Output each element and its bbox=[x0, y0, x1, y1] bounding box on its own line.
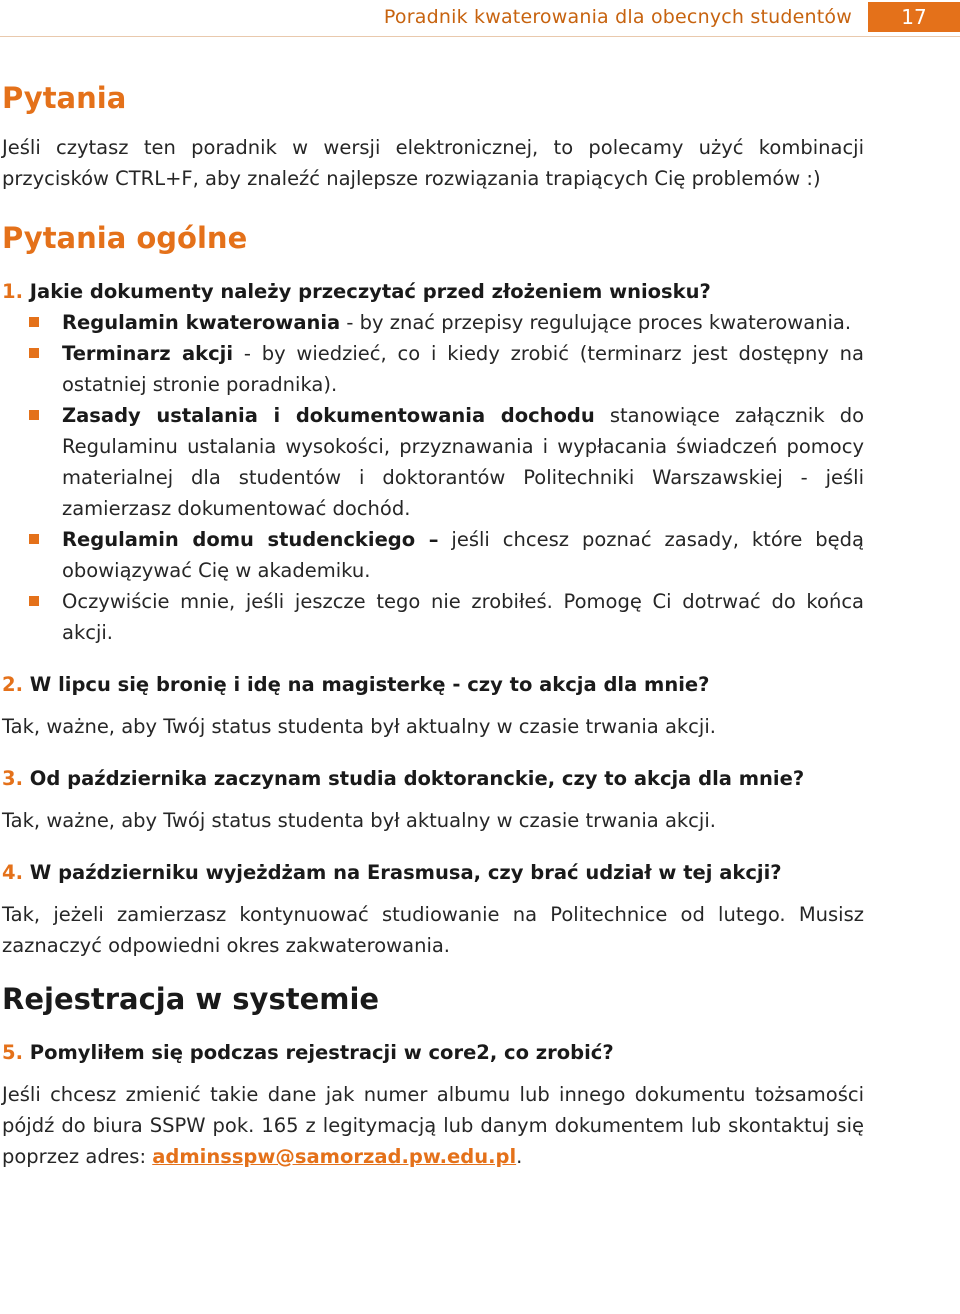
question-number: 1. bbox=[2, 280, 23, 303]
question-text: Pomyliłem się podczas rejestracji w core2, co zrobić? bbox=[29, 1041, 614, 1064]
list-item bbox=[2, 586, 864, 648]
list-item-bold: Regulamin domu studenckiego – bbox=[62, 528, 439, 551]
question-text: W październiku wyjeżdżam na Erasmusa, czy brać udział w tej akcji? bbox=[29, 861, 782, 884]
list-item-text: - by wiedzieć, co i kiedy zrobić (terminarz jest dostępny na ostatniej stronie poradnika). bbox=[62, 342, 864, 396]
bullet-square-icon bbox=[29, 534, 39, 544]
list-item-text: - by znać przepisy regulujące proces kwaterowania. bbox=[340, 311, 852, 334]
list-item-bold: Terminarz akcji bbox=[62, 342, 234, 365]
list-item-bold: Regulamin kwaterowania bbox=[62, 311, 341, 334]
list-item-text: stanowiące załącznik do Regulaminu ustalania wysokości, przyznawania i wypłacania świadczeń pomocy materialnej dla studentów i doktorantów Politechniki Warszawskiej - jeśli zamierzasz dokumentować dochód. bbox=[62, 404, 864, 520]
answer-2: Tak, ważne, aby Twój status studenta był aktualny w czasie trwania akcji. bbox=[2, 715, 716, 738]
question-4 bbox=[2, 857, 864, 888]
answer-3: Tak, ważne, aby Twój status studenta był aktualny w czasie trwania akcji. bbox=[2, 809, 716, 832]
question-text: Jakie dokumenty należy przeczytać przed złożeniem wniosku? bbox=[29, 280, 711, 303]
list-item-text: jeśli chcesz poznać zasady, które będą obowiązywać Cię w akademiku. bbox=[62, 528, 865, 582]
question-text: W lipcu się bronię i idę na magisterkę - czy to akcja dla mnie? bbox=[29, 673, 710, 696]
list-item bbox=[2, 400, 864, 524]
list-item bbox=[2, 307, 864, 338]
section-heading-ogolne: Pytania ogólne bbox=[2, 221, 248, 255]
question-number: 2. bbox=[2, 673, 23, 696]
list-item bbox=[2, 524, 864, 586]
bullet-square-icon bbox=[29, 596, 39, 606]
bullet-square-icon bbox=[29, 410, 39, 420]
bullet-square-icon bbox=[29, 348, 39, 358]
list-item-text: Oczywiście mnie, jeśli jeszcze tego nie zrobiłeś. Pomogę Ci dotrwać do końca akcji. bbox=[62, 590, 864, 644]
question-number: 5. bbox=[2, 1041, 23, 1064]
document-body bbox=[2, 78, 864, 1172]
answer-4: Tak, jeżeli zamierzasz kontynuować studiowanie na Politechnice od lutego. Musisz zaznaczyć odpowiedni okres zakwaterowania. bbox=[2, 903, 864, 957]
trailing-period: . bbox=[516, 1145, 523, 1168]
list-item-bold: Zasady ustalania i dokumentowania dochodu bbox=[62, 404, 595, 427]
header-divider bbox=[0, 36, 960, 37]
section-heading-rejestracja: Rejestracja w systemie bbox=[2, 982, 380, 1016]
page-header bbox=[0, 0, 960, 36]
question-2 bbox=[2, 669, 864, 700]
answer-5 bbox=[2, 1079, 864, 1172]
document-list bbox=[2, 307, 864, 648]
question-3 bbox=[2, 763, 864, 794]
question-number: 3. bbox=[2, 767, 23, 790]
intro-paragraph: Jeśli czytasz ten poradnik w wersji elektronicznej, to polecamy użyć kombinacji przycisków CTRL+F, aby znaleźć najlepsze rozwiązania trapiących Cię problemów :) bbox=[2, 136, 864, 190]
question-5 bbox=[2, 1037, 864, 1068]
section-heading-pytania: Pytania bbox=[2, 81, 127, 115]
question-1 bbox=[2, 276, 864, 307]
email-link[interactable]: adminsspw@samorzad.pw.edu.pl bbox=[152, 1145, 517, 1168]
list-item bbox=[2, 338, 864, 400]
header-title: Poradnik kwaterowania dla obecnych studentów bbox=[383, 6, 852, 28]
bullet-square-icon bbox=[29, 317, 39, 327]
answer-text: Jeśli chcesz zmienić takie dane jak numer albumu lub innego dokumentu tożsamości pójdź do biura SSPW pok. 165 z legitymacją lub danym dokumentem lub skontaktuj się poprzez adres: bbox=[2, 1083, 864, 1168]
page-number-badge: 17 bbox=[868, 2, 960, 32]
question-number: 4. bbox=[2, 861, 23, 884]
question-text: Od października zaczynam studia doktoranckie, czy to akcja dla mnie? bbox=[29, 767, 805, 790]
